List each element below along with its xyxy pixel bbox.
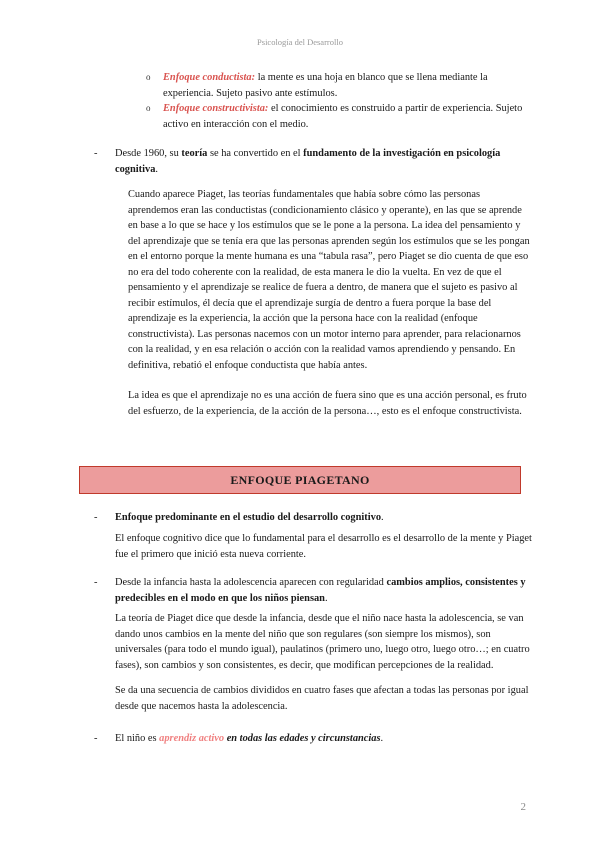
page-number: 2 xyxy=(520,801,526,813)
sub-bullet-conductista xyxy=(163,70,533,101)
paragraph-piaget-history: Cuando aparece Piaget, las teorías fundamentales que había sobre cómo las personas aprendemos eran las conductistas (condicionamiento clásico y operante), en las que se aprende en base a lo que se hace y los estímulos que se le pone a la persona. La idea del pensamiento y del aprendizaje que se tenía era que las personas aprenden según los estímulos que se les pongan en el entorno porque la mente humana es una “tabula rasa”, pero Piaget se dio cuenta de que eso no era del todo coherente con la realidad, de esta manera le dio la vuelta. En vez de que el pensamiento y el aprendizaje se realice de fuera a dentro, de manera que el sujeto es pasivo al recibir estímulos, él decía que el aprendizaje surgía de dentro a fuera porque la base del aprendizaje es la experiencia, la acción que la persona hace con la realidad (enfoque constructivista). Las personas nacemos con un motor interno para aprender, para relacionarnos con la realidad, y en esa relación o acción con la realidad vamos aprendiendo y pensando. En definitiva, rebatió el enfoque conductista que había antes. xyxy=(128,189,530,371)
list-item-changes xyxy=(115,575,535,606)
section-title-box xyxy=(79,466,521,494)
sub-bullet-marker: o xyxy=(146,103,151,113)
bold-run: teoría xyxy=(181,148,208,159)
sub-bullet-constructivista xyxy=(163,101,533,132)
page-header: Psicología del Desarrollo xyxy=(257,37,343,47)
text-run: . xyxy=(155,163,159,175)
dash-marker: - xyxy=(94,733,98,744)
bold-run: en todas las edades y circunstancias xyxy=(224,733,381,744)
text-run: . xyxy=(381,512,384,523)
highlight-run: aprendiz activo xyxy=(159,733,225,744)
dash-marker: - xyxy=(94,148,98,159)
paragraph-four-phases: Se da una secuencia de cambios divididos en cuatro fases que afectan a todas las personas por igual desde que nacemos hasta la adolescencia. xyxy=(115,685,529,712)
list-item-predominant xyxy=(115,510,535,526)
paragraph-learning-idea: La idea es que el aprendizaje no es una acción de fuera sino que es una acción personal, es fruto del esfuerzo, de la experiencia, de la acción de la persona…, esto es el enfoque constructivista. xyxy=(128,390,527,417)
list-item-active-learner xyxy=(115,731,535,747)
text-run: . xyxy=(324,592,328,604)
text-run: El niño es xyxy=(115,733,160,744)
text-run: se ha convertido en el xyxy=(207,148,304,159)
paragraph-piaget-theory: La teoría de Piaget dice que desde la infancia, desde que el niño nace hasta la adolescencia, se van dando unos cambios en la mente del niño que son regulares (son siempre los mismos), son universales (para todo el mundo igual), paulatinos (primero uno, luego otro, luego otro…; en cuatro fases), son cambios y son consistentes, es decir, que modifican percepciones de la realidad. xyxy=(115,613,530,671)
list-item-theory xyxy=(115,146,535,177)
term-conductista: Enfoque conductista: xyxy=(163,72,256,83)
dash-marker: - xyxy=(94,577,98,588)
sub-bullet-text: la mente es una hoja en blanco que se llena mediante la experiencia. Sujeto pasivo ante estímulos. xyxy=(163,72,488,99)
text-run: . xyxy=(380,733,384,744)
bold-run: cambios amplios, consistentes y predecibles en el modo en que los niños piensan xyxy=(115,577,526,604)
text-run: Desde la infancia hasta la adolescencia aparecen con regularidad xyxy=(115,577,387,588)
term-constructivista: Enfoque constructivista: xyxy=(163,103,269,114)
bold-run: fundamento de la investigación en psicología cognitiva xyxy=(115,148,501,175)
paragraph-cognitive-approach: El enfoque cognitivo dice que lo fundamental para el desarrollo es el desarrollo de la mente y Piaget fue el primero que inició esta nueva corriente. xyxy=(115,533,532,560)
section-title: ENFOQUE PIAGETANO xyxy=(230,473,370,487)
dash-marker: - xyxy=(94,512,98,523)
bold-run: Enfoque predominante en el estudio del desarrollo cognitivo xyxy=(115,512,382,523)
text-run: Desde 1960, su xyxy=(115,148,182,159)
sub-bullet-text: el conocimiento es construido a partir de experiencia. Sujeto activo en interacción con el medio. xyxy=(163,103,523,130)
sub-bullet-marker: o xyxy=(146,72,151,82)
